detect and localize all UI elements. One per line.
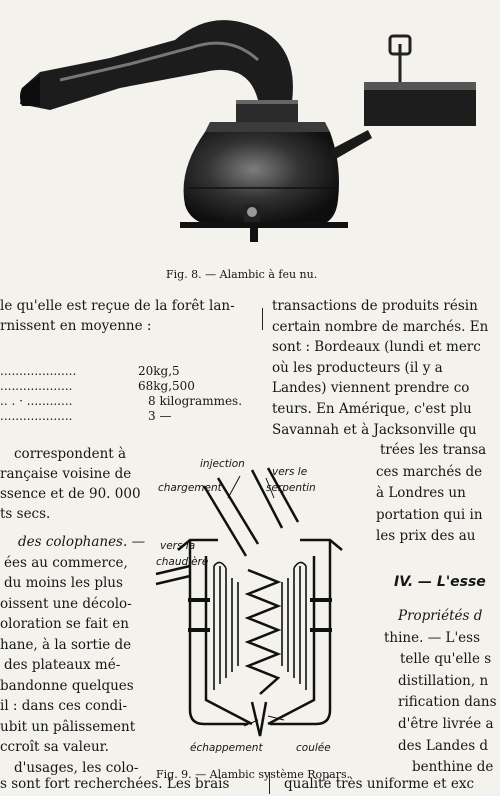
- text-line: ssence et de 90. 000: [0, 486, 141, 502]
- text-line: ces marchés de: [376, 463, 483, 480]
- right-column-narrow: [376, 440, 486, 548]
- right-column-top: [272, 296, 488, 440]
- right-column-last-line: qualité très uniforme et exc: [284, 776, 475, 792]
- text-line: des plateaux mé-: [4, 657, 121, 673]
- text-line: du moins les plus: [4, 575, 123, 591]
- list-value: 68kg,500: [138, 379, 195, 393]
- text-line: oloration se fait en: [0, 616, 129, 632]
- list-value: 20kg,5: [138, 364, 180, 378]
- text-line: distillation, n: [398, 672, 489, 689]
- text-line: portation qui in: [376, 506, 483, 523]
- section-heading: des colophanes. —: [18, 534, 146, 550]
- text-line: les prix des au: [376, 528, 476, 544]
- leader-dots: ....................: [0, 364, 77, 378]
- text-line: Savannah et à Jacksonville qu: [272, 421, 477, 438]
- text-line: telle qu'elle s: [400, 651, 492, 668]
- label-chargement: chargement: [158, 482, 222, 494]
- text-line: d'être livrée a: [398, 715, 494, 732]
- text-line: ées au commerce,: [4, 554, 128, 571]
- leader-dots: .. . · ............: [0, 394, 73, 408]
- text-line: Landes) viennent prendre co: [272, 380, 470, 397]
- section-heading-iv: IV. — L'esse: [394, 574, 486, 590]
- list-value: 8 kilogrammes.: [148, 394, 243, 408]
- text-line: d'usages, les colo-: [14, 759, 139, 776]
- text-line: trées les transa: [380, 442, 487, 458]
- yield-list: [0, 364, 260, 424]
- text-line: ts secs.: [0, 506, 51, 522]
- text-line: à Londres un: [376, 485, 466, 501]
- leader-dots: ...................: [0, 409, 73, 423]
- list-item: [0, 394, 260, 409]
- ropars-still-diagram: [148, 458, 370, 742]
- left-column-top: [0, 296, 235, 337]
- figure-8-caption: Fig. 8. — Alambic à feu nu.: [166, 268, 318, 281]
- text-line: oissent une décolo-: [0, 595, 132, 612]
- text-line: ccroît sa valeur.: [0, 739, 109, 755]
- list-item: [0, 379, 260, 394]
- left-column-last-line: s sont fort recherchées. Les brais: [0, 776, 230, 792]
- text-line: hane, à la sortie de: [0, 636, 132, 653]
- figure-9-caption: Fig. 9. — Alambic système Ropars.: [156, 768, 351, 781]
- alambic-photo: [0, 0, 500, 262]
- right-column-para: [384, 606, 497, 779]
- leader-dots: ...................: [0, 379, 73, 393]
- text-line: des Landes d: [398, 737, 489, 754]
- left-column-para1: [0, 444, 141, 524]
- label-vers-le: vers le: [272, 466, 308, 478]
- label-serpentin: serpentin: [266, 482, 316, 494]
- text-line: benthine de: [412, 759, 494, 776]
- label-vers-la: vers la: [160, 540, 196, 552]
- text-line: certain nombre de marchés. En: [272, 318, 489, 335]
- text-line: où les producteurs (il y a: [272, 359, 443, 376]
- list-value: 3 —: [148, 409, 172, 423]
- text-line: le qu'elle est reçue de la forêt lan-: [0, 298, 235, 314]
- left-column-para2: [0, 532, 145, 778]
- list-item: [0, 364, 260, 379]
- label-chaudiere: chaudière: [156, 556, 209, 568]
- label-echappement: échappement: [190, 742, 263, 754]
- label-coulee: coulée: [296, 742, 331, 754]
- text-line: rnissent en moyenne :: [0, 318, 152, 335]
- paragraph-heading: Propriétés d: [398, 608, 483, 624]
- text-line: il : dans ces condi-: [0, 698, 128, 714]
- list-item: [0, 409, 260, 424]
- text-line: sont : Bordeaux (lundi et merc: [272, 339, 481, 356]
- text-line: ubit un pâlissement: [0, 718, 136, 735]
- column-divider: [262, 308, 263, 330]
- label-injection: injection: [200, 458, 245, 470]
- text-line: bandonne quelques: [0, 677, 134, 694]
- text-line: transactions de produits résin: [272, 298, 478, 314]
- text-line: rification dans: [398, 694, 497, 711]
- text-line: correspondent à: [14, 446, 127, 462]
- text-line: thine. — L'ess: [384, 629, 481, 646]
- text-line: rançaise voisine de: [0, 466, 132, 482]
- text-line: teurs. En Amérique, c'est plu: [272, 400, 472, 417]
